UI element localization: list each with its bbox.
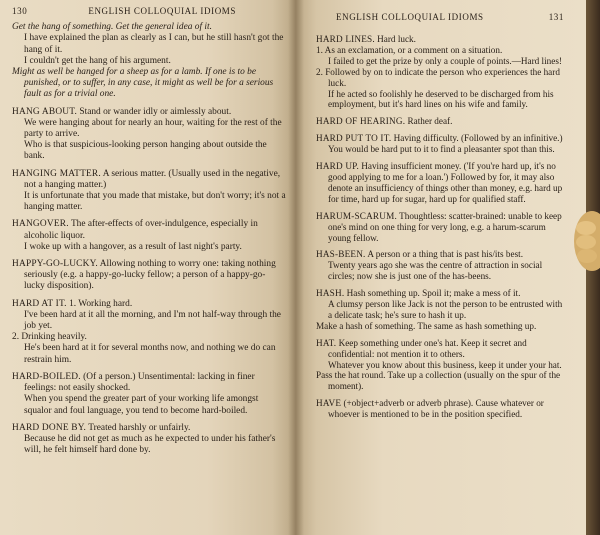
headword: HARUM-SCARUM.: [316, 210, 397, 221]
definition: Allowing nothing to worry one: taking nothing seriously (e.g. a happy-go-lucky fellow; a person of a happy-go-lucky disposition).: [24, 259, 276, 292]
definition: Hash something up. Spoil it; make a mess of it.: [346, 288, 521, 299]
example-line: I have explained the plan as clearly as I can, but he still hasn't got the hang of it.: [24, 33, 284, 55]
entry-hard-boiled: [12, 372, 286, 417]
example-line: A clumsy person like Jack is not the person to be entrusted with a delicate task; he's sure to hash it up.: [328, 299, 563, 320]
headword: HARD UP.: [316, 161, 359, 172]
headword: HASH.: [316, 288, 345, 299]
definition: A person or a thing that is past his/its best.: [367, 249, 523, 260]
definition: A serious matter. (Usually used in the negative, not a hanging matter.): [24, 168, 281, 190]
example-line: You would be hard put to it to find a pleasanter spot than this.: [328, 144, 555, 155]
sense-line: 2. Drinking heavily.: [12, 332, 87, 343]
example-line: I've been hard at it all the morning, and I'm not half-way through the job yet.: [24, 309, 281, 332]
idiom-line: Make a hash of something. The same as hash something up.: [316, 320, 537, 331]
example-line: I woke up with a hangover, as a result of last night's party.: [24, 241, 242, 252]
headword: HAS-BEEN.: [316, 249, 366, 260]
definition: The after-effects of over-indulgence, especially in alcoholic liquor.: [24, 219, 258, 241]
entry-hard-at-it: [12, 299, 286, 366]
entry-hard-put-to-it: [316, 133, 568, 155]
idiom-line: Pass the hat round. Take up a collection (usually on the spur of the moment).: [316, 370, 561, 392]
example-line: He's been hard at it for several months now, and nothing we do can restrain him.: [24, 343, 276, 365]
example-line: I couldn't get the hang of his argument.: [24, 55, 171, 66]
definition: (Of a person.) Unsentimental: lacking in finer feelings: not easily shocked.: [24, 371, 255, 394]
headword: HAT.: [316, 337, 337, 348]
definition: Rather deaf.: [407, 116, 453, 127]
definition: Thoughtless: scatter-brained: unable to keep one's mind on one thing for very long, e.g. a harum-scarum young fellow.: [328, 210, 562, 243]
entry-has-been: [316, 249, 568, 282]
entry-hanging-matter: [12, 169, 286, 214]
entry-hat: [316, 338, 568, 393]
headword: HARD-BOILED.: [12, 371, 81, 382]
right-running-title: ENGLISH COLLOQUIAL IDIOMS: [336, 12, 484, 22]
definition: Stand or wander idly or aimlessly about.: [79, 106, 232, 117]
headword: HARD LINES.: [316, 34, 375, 44]
sense-line: 1. As an exclamation, or a comment on a situation.: [316, 44, 503, 55]
headword: HARD PUT TO IT.: [316, 133, 392, 144]
right-page: [296, 0, 586, 535]
headword: HAPPY-GO-LUCKY.: [12, 259, 98, 270]
example-line: If he acted so foolishly he deserved to be discharged from his employment, but it's hard lines on his wife and family.: [328, 88, 554, 110]
entry-have: [316, 398, 568, 420]
definition: Hard luck.: [377, 34, 416, 44]
definition: Having insufficient money. ('If you're hard up, it's no good applying to me for a loan.') Followed by for, it may also denote an insufficiency of things other than money, e.g. hard up for time, hard up for sugar, hard up for qualified staff.: [328, 161, 563, 204]
headword: HARD OF HEARING.: [316, 116, 406, 127]
definition: Having difficulty. (Followed by an infinitive.): [393, 133, 563, 144]
entry-hash: [316, 288, 568, 332]
entry-happy-go-lucky: [12, 259, 286, 293]
left-running-head: [12, 6, 286, 17]
entry-hangover: [12, 219, 286, 253]
entry-hard-done-by: [12, 423, 286, 457]
definition: (+object+adverb or adverb phrase). Cause whatever or whoever is mentioned to be in the position specified.: [328, 398, 544, 420]
headword: HANGOVER.: [12, 219, 69, 230]
headword: HARD AT IT.: [12, 298, 67, 309]
headword: HAVE: [316, 398, 342, 409]
entry-hang-about: [12, 107, 286, 163]
example-line: We were hanging about for nearly an hour, waiting for the rest of the party to arrive.: [24, 117, 282, 140]
example-line: Twenty years ago she was the centre of attraction in social circles; now she is just one of the has-beens.: [328, 260, 543, 282]
example-line: I failed to get the prize by only a couple of points.—Hard lines!: [328, 55, 562, 66]
example-line: Because he did not get as much as he expected to under his father's will, he felt himself hard done by.: [24, 433, 276, 456]
entry-hard-lines: [316, 34, 568, 110]
right-running-head: [336, 12, 564, 23]
entry-hard-of-hearing: [316, 116, 568, 127]
idiom-line: Might as well be hanged for a sheep as for a lamb. If one is to be punished, or to suffer, in any case, it might as well be for a serious fault as for a trivial one.: [12, 67, 274, 100]
headword: HANGING MATTER.: [12, 168, 101, 179]
entry-harum-scarum: [316, 211, 568, 244]
headword: HARD DONE BY.: [12, 422, 87, 433]
definition: 1. Working hard.: [69, 298, 133, 309]
left-page: [0, 0, 296, 535]
example-line: Whatever you know about this business, keep it under your hat.: [328, 359, 562, 370]
example-line: It is unfortunate that you made that mistake, but don't worry; it's not a hanging matter.: [24, 191, 286, 213]
left-page-number: 130: [12, 6, 28, 16]
definition: Treated harshly or unfairly.: [88, 422, 191, 433]
sense-line: 2. Followed by on to indicate the person who experiences the hard luck.: [316, 66, 560, 88]
definition: Keep something under one's hat. Keep it secret and confidential: not mention it to others.: [328, 337, 527, 359]
idiom-line: Get the hang of something. Get the general idea of it.: [12, 22, 212, 33]
entry-get-the-hang: [12, 22, 286, 100]
left-running-title: ENGLISH COLLOQUIAL IDIOMS: [88, 6, 236, 16]
thumb-holding-page: [566, 206, 600, 276]
headword: HANG ABOUT.: [12, 106, 78, 117]
right-page-number: 131: [548, 12, 564, 22]
example-line: When you spend the greater part of your working life amongst squalor and foul language, you tend to become hard-boiled.: [24, 394, 259, 416]
entry-hard-up: [316, 161, 568, 205]
example-line: Who is that suspicious-looking person hanging about outside the bank.: [24, 140, 267, 162]
